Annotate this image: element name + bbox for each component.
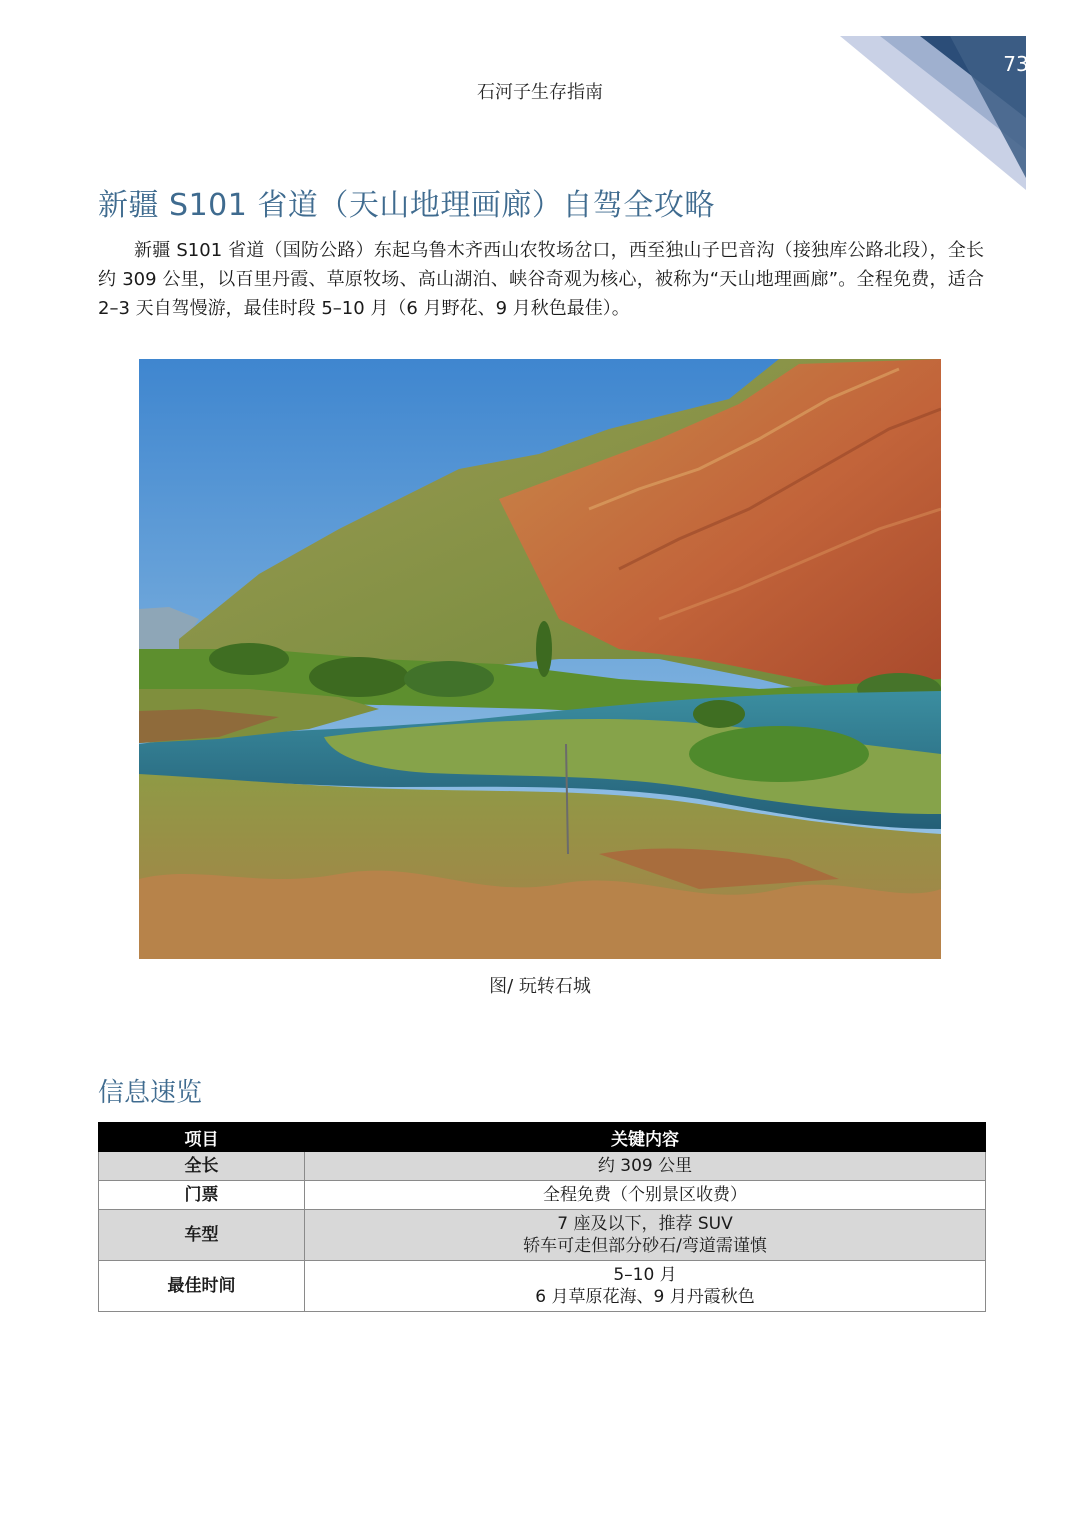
intro-paragraph: 新疆 S101 省道（国防公路）东起乌鲁木齐西山农牧场岔口，西至独山子巴音沟（接独库公路北段），全长约 309 公里，以百里丹霞、草原牧场、高山湖泊、峡谷奇观为核心，被称为“天山地理画廊”。全程免费，适合 2–3 天自驾慢游，最佳时段 5–10 月（6 月野花、9 月秋色最佳）。 — [98, 240, 984, 319]
row-value — [305, 1210, 986, 1261]
info-table — [98, 1122, 986, 1312]
article-title: 新疆 S101 省道（天山地理画廊）自驾全攻略 — [98, 188, 715, 223]
row-value-line: 轿车可走但部分砂石/弯道需谨慎 — [523, 1236, 767, 1256]
row-value-line: 全程免费（个别景区收费） — [543, 1185, 747, 1205]
running-header: 石河子生存指南 — [477, 82, 603, 103]
row-value-line: 6 月草原花海、9 月丹霞秋色 — [535, 1287, 755, 1307]
row-value — [305, 1181, 986, 1210]
row-value-line: 7 座及以下，推荐 SUV — [557, 1214, 733, 1234]
landscape-photo — [139, 359, 941, 959]
row-key: 车型 — [99, 1210, 305, 1261]
row-key: 全长 — [99, 1152, 305, 1181]
photo-caption: 图/ 玩转石城 — [489, 976, 591, 997]
page-number: 73 — [1003, 52, 1029, 76]
row-value-line: 5–10 月 — [613, 1265, 677, 1285]
table-row — [99, 1261, 986, 1312]
column-header: 项目 — [99, 1123, 305, 1152]
table-row — [99, 1210, 986, 1261]
table-row — [99, 1152, 986, 1181]
table-header-row — [99, 1123, 986, 1152]
section-title: 信息速览 — [98, 1078, 203, 1108]
row-value — [305, 1152, 986, 1181]
row-key: 最佳时间 — [99, 1261, 305, 1312]
row-key: 门票 — [99, 1181, 305, 1210]
row-value — [305, 1261, 986, 1312]
column-header: 关键内容 — [305, 1123, 986, 1152]
row-value-line: 约 309 公里 — [597, 1156, 693, 1176]
table-row — [99, 1181, 986, 1210]
